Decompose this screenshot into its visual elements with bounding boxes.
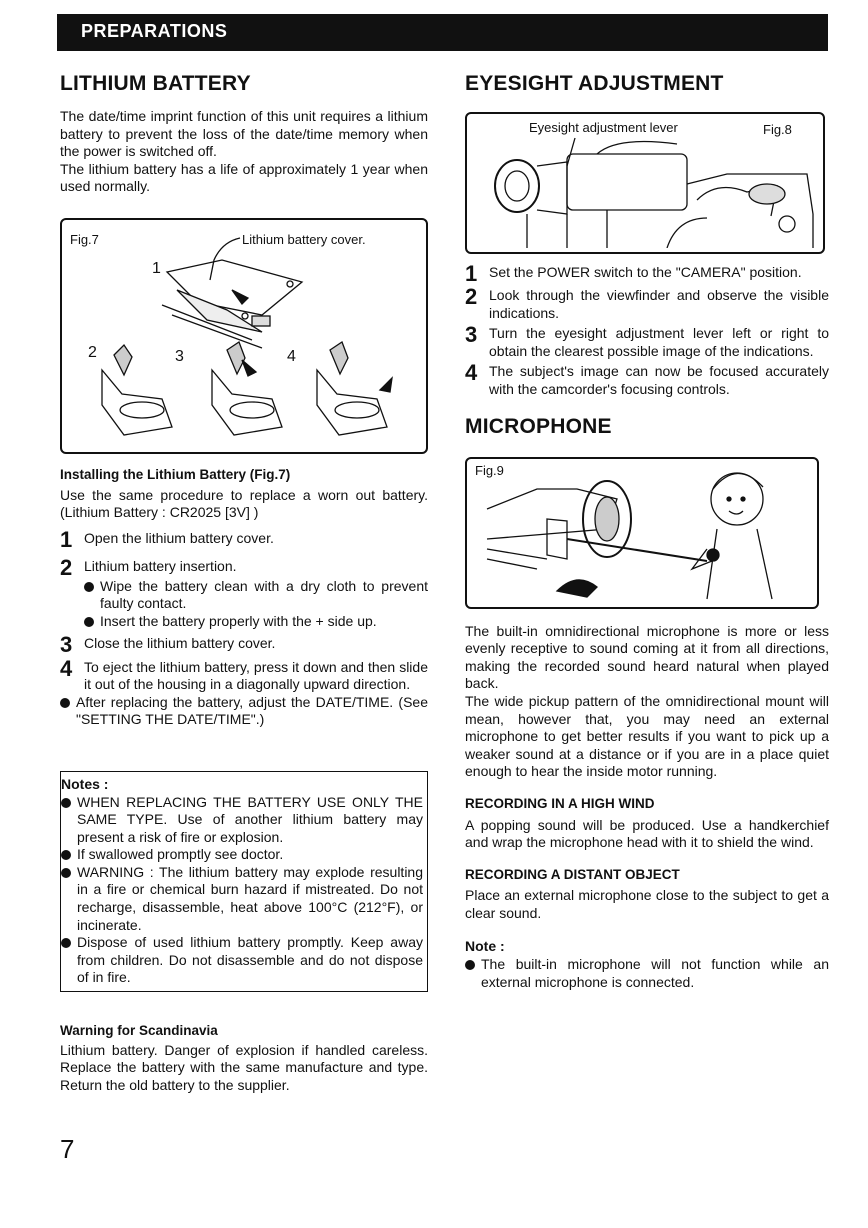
fig7-drawing <box>62 220 426 448</box>
note-item-2: If swallowed promptly see doctor. <box>61 846 423 864</box>
page-number: 7 <box>60 1134 75 1164</box>
note-bullet: The built-in microphone will not function while an external microphone is connected. <box>465 956 829 991</box>
intro-paragraph-2: The lithium battery has a life of approximately 1 year when used normally. <box>60 160 428 195</box>
right-column <box>465 72 829 991</box>
fig9-label: Fig.9 <box>475 462 504 478</box>
fig7-step2: 2 <box>88 343 97 361</box>
fig8-label: Fig.8 <box>763 122 792 137</box>
notes-box <box>60 771 428 992</box>
fig7-label: Fig.7 <box>70 231 99 247</box>
eye-step-1: 1 Set the POWER switch to the "CAMERA" position. <box>465 261 802 286</box>
install-text: Use the same procedure to replace a worn out battery. (Lithium Battery : CR2025 [3V] ) <box>60 486 428 521</box>
install-heading: Installing the Lithium Battery (Fig.7) <box>60 466 291 482</box>
note-item-4: Dispose of used lithium battery promptly. Keep away from children. Do not disassemble and do not dispose of in fire. <box>61 934 423 987</box>
eye-step-3: 3 Turn the eyesight adjustment lever left or right to obtain the clearest possible image of the indications. <box>465 322 829 359</box>
step2-bullet-1: Wipe the battery clean with a dry cloth to prevent faulty contact. <box>84 578 428 613</box>
left-column <box>60 72 428 1094</box>
mic-paragraph-2: The wide pickup pattern of the omnidirectional mount will mean, however that, you may need an external microphone to get better results if you want to pick up a weaker sound at a distance or if you are in a place quiet enough to hear the inside motor running. <box>465 692 829 780</box>
wind-heading: RECORDING IN A HIGH WIND <box>465 795 655 811</box>
fig7-illustration <box>60 218 428 454</box>
microphone-heading: MICROPHONE <box>465 414 612 438</box>
warning-text: Lithium battery. Danger of explosion if handled careless. Replace the battery with the same manufacture and type. Return the old battery to the supplier. <box>60 1041 428 1093</box>
fig7-step4: 4 <box>287 347 296 365</box>
distant-heading: RECORDING A DISTANT OBJECT <box>465 866 680 882</box>
step2-bullet-2: Insert the battery properly with the + side up. <box>84 613 428 631</box>
wind-text: A popping sound will be produced. Use a handkerchief and wrap the microphone head with it to shield the wind. <box>465 816 829 851</box>
fig7-step3: 3 <box>175 347 184 365</box>
note-heading: Note : <box>465 938 505 955</box>
fig7-step1: 1 <box>152 259 161 277</box>
lithium-battery-heading: LITHIUM BATTERY <box>60 72 251 95</box>
section-header-bar <box>57 14 828 51</box>
notes-title: Notes : <box>61 775 109 792</box>
install-step-2: 2 Lithium battery insertion. <box>60 554 237 580</box>
eye-step-4: 4 The subject's image can now be focused accurately with the camcorder's focusing controls. <box>465 360 829 397</box>
install-step-3: 3 Close the lithium battery cover. <box>60 631 276 657</box>
warning-heading: Warning for Scandinavia <box>60 1023 218 1039</box>
after-replace-bullet: After replacing the battery, adjust the DATE/TIME. (See "SETTING THE DATE/TIME".) <box>60 694 428 729</box>
note-item-1: WHEN REPLACING THE BATTERY USE ONLY THE SAME TYPE. Use of another lithium battery may present a risk of fire or explosion. <box>61 794 423 847</box>
eyesight-heading: EYESIGHT ADJUSTMENT <box>465 72 724 95</box>
eye-step-2: 2 Look through the viewfinder and observe the visible indications. <box>465 284 829 321</box>
fig7-caption: Lithium battery cover. <box>242 231 366 247</box>
fig8-drawing <box>467 114 819 248</box>
install-step-1: 1 Open the lithium battery cover. <box>60 526 274 552</box>
install-step-4: 4 To eject the lithium battery, press it down and then slide it out of the housing in a diagonally upward direction. <box>60 655 428 693</box>
distant-text: Place an external microphone close to the subject to get a clear sound. <box>465 887 829 921</box>
fig8-illustration <box>465 112 825 254</box>
intro-paragraph-1: The date/time imprint function of this unit requires a lithium battery to prevent the loss of the date/time memory when the power is switched off. <box>60 108 428 160</box>
fig9-drawing <box>467 459 815 605</box>
fig9-illustration <box>465 457 819 609</box>
fig8-caption: Eyesight adjustment lever <box>529 120 678 135</box>
note-item-3: WARNING : The lithium battery may explode resulting in a fire or chemical burn hazard if mistreated. Do not recharge, disassemble, heat above 100°C (212°F), or incinerate. <box>61 864 423 934</box>
section-title: PREPARATIONS <box>81 21 228 41</box>
mic-paragraph-1: The built-in omnidirectional microphone is more or less evenly receptive to sound coming at it from all directions, making the recorded sound heard natural when played back. <box>465 622 829 692</box>
